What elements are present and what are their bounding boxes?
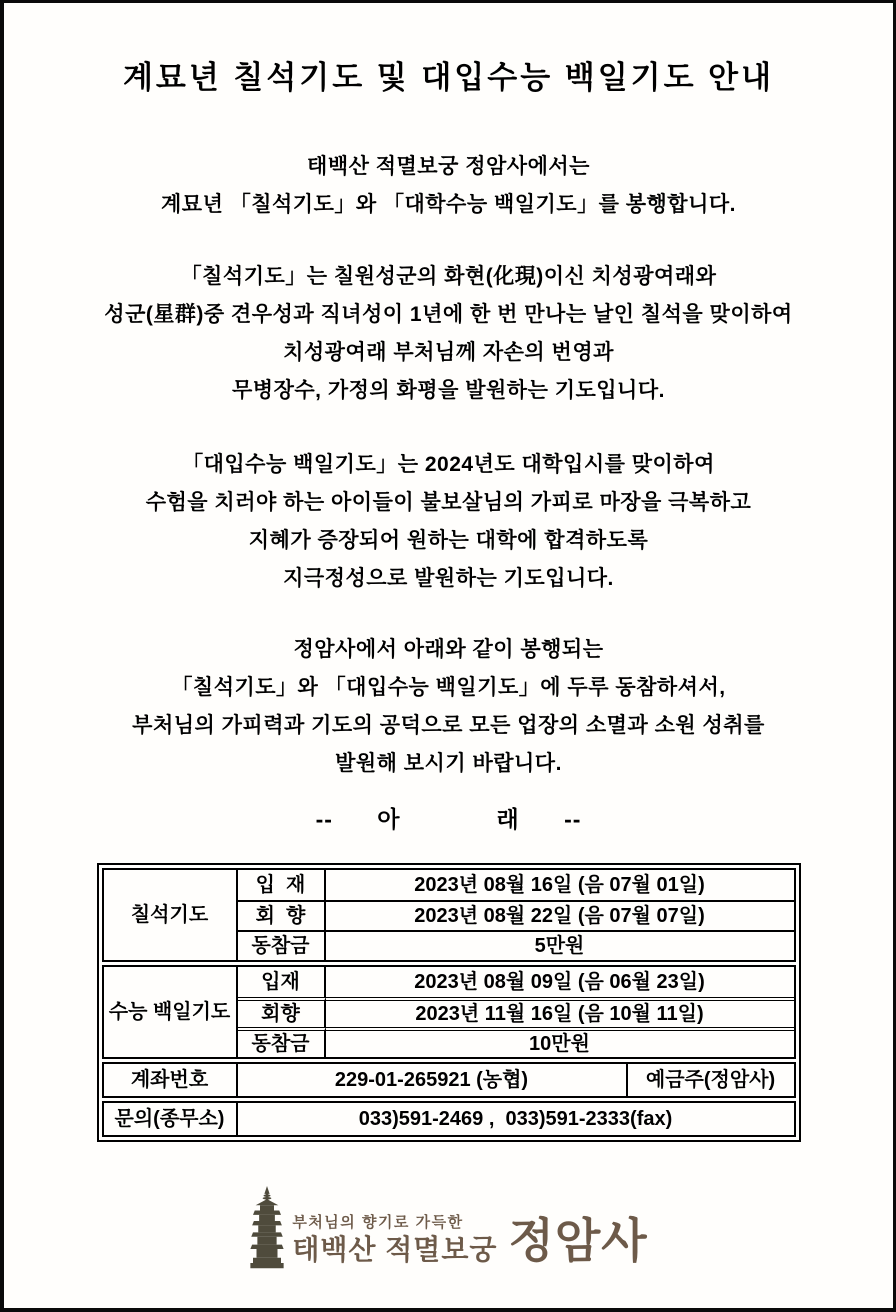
text-line: 무병장수, 가정의 화평을 발원하는 기도입니다. <box>232 379 665 402</box>
cell-value: 5만원 <box>326 930 794 960</box>
cell-section-label: 칠석기도 <box>104 870 238 960</box>
text-line: 「대입수능 백일기도」는 2024년도 대학입시를 맞이하여 <box>182 453 715 476</box>
paragraph-chilseok-desc <box>4 258 893 410</box>
cell-value: 10만원 <box>326 1027 794 1057</box>
text-line: 「칠석기도」와 「대입수능 백일기도」에 두루 동참하셔서, <box>171 676 726 699</box>
cell-key: 입재 <box>238 967 326 997</box>
info-table <box>97 863 801 1142</box>
text-line: 「칠석기도」는 칠원성군의 화현(化現)이신 치성광여래와 <box>180 265 717 288</box>
text-line: 지극정성으로 발원하는 기도입니다. <box>283 567 614 590</box>
pagoda-icon <box>249 1186 285 1270</box>
paragraph-invitation <box>4 631 893 783</box>
cell-key: 동참금 <box>238 1027 326 1057</box>
logo-mountain-line: 태백산 적멸보궁 <box>292 1234 498 1265</box>
cell-value: 2023년 08월 16일 (음 07월 01일) <box>414 874 705 896</box>
cell-section-label: 문의(종무소) <box>104 1103 238 1135</box>
paragraph-suneung-desc <box>4 446 893 598</box>
temple-logo <box>4 1184 893 1270</box>
cell-value: 2023년 11월 16일 (음 10월 11일) <box>326 997 794 1027</box>
text-line: 태백산 적멸보궁 정암사에서는 <box>307 155 590 178</box>
cell-key: 동참금 <box>238 930 326 960</box>
cell-phone-value: 033)591-2469 , 033)591-2333(fax) <box>358 1108 673 1130</box>
cell-key: 회 향 <box>238 900 326 930</box>
text-line: 계묘년 「칠석기도」와 「대학수능 백일기도」를 봉행합니다. <box>161 193 736 216</box>
section-chilseok <box>102 868 796 962</box>
text-line: 정암사에서 아래와 같이 봉행되는 <box>293 638 604 661</box>
text-line: 치성광여래 부처님께 자손의 번영과 <box>283 341 614 364</box>
row-account-number <box>102 1062 796 1098</box>
text-line: 발원해 보시기 바랍니다. <box>335 752 562 775</box>
page-title: 계묘년 칠석기도 및 대입수능 백일기도 안내 <box>122 60 775 95</box>
text-line: 성군(星群)중 견우성과 직녀성이 1년에 한 번 만나는 날인 칠석을 맞이하여 <box>104 303 793 326</box>
row-contact <box>102 1101 796 1137</box>
cell-key: 입 재 <box>238 870 326 900</box>
logo-text-block <box>292 1211 497 1270</box>
section-suneung-baekil <box>102 965 796 1059</box>
text-line: 지혜가 증장되어 원하는 대학에 합격하도록 <box>248 529 649 552</box>
paragraph-intro <box>4 148 893 224</box>
cell-account-holder: 예금주(정암사) <box>626 1064 794 1096</box>
text-line: 부처님의 가피력과 기도의 공덕으로 모든 업장의 소멸과 소원 성취를 <box>132 714 765 737</box>
divider-arae: -- 아 래 -- <box>315 806 582 832</box>
cell-value: 2023년 08월 22일 (음 07월 07일) <box>326 900 794 930</box>
cell-value: 2023년 08월 09일 (음 06월 23일) <box>414 971 705 993</box>
text-line: 수험을 치러야 하는 아이들이 불보살님의 가피로 마장을 극복하고 <box>145 491 752 514</box>
notice-page <box>4 3 893 1270</box>
cell-section-label: 계좌번호 <box>104 1064 238 1096</box>
cell-key: 회향 <box>238 997 326 1027</box>
cell-section-label: 수능 백일기도 <box>104 967 238 1057</box>
logo-slogan: 부처님의 향기로 가득한 <box>292 1214 464 1231</box>
logo-temple-name: 정암사 <box>508 1213 648 1267</box>
cell-account-value: 229-01-265921 (농협) <box>334 1069 529 1091</box>
